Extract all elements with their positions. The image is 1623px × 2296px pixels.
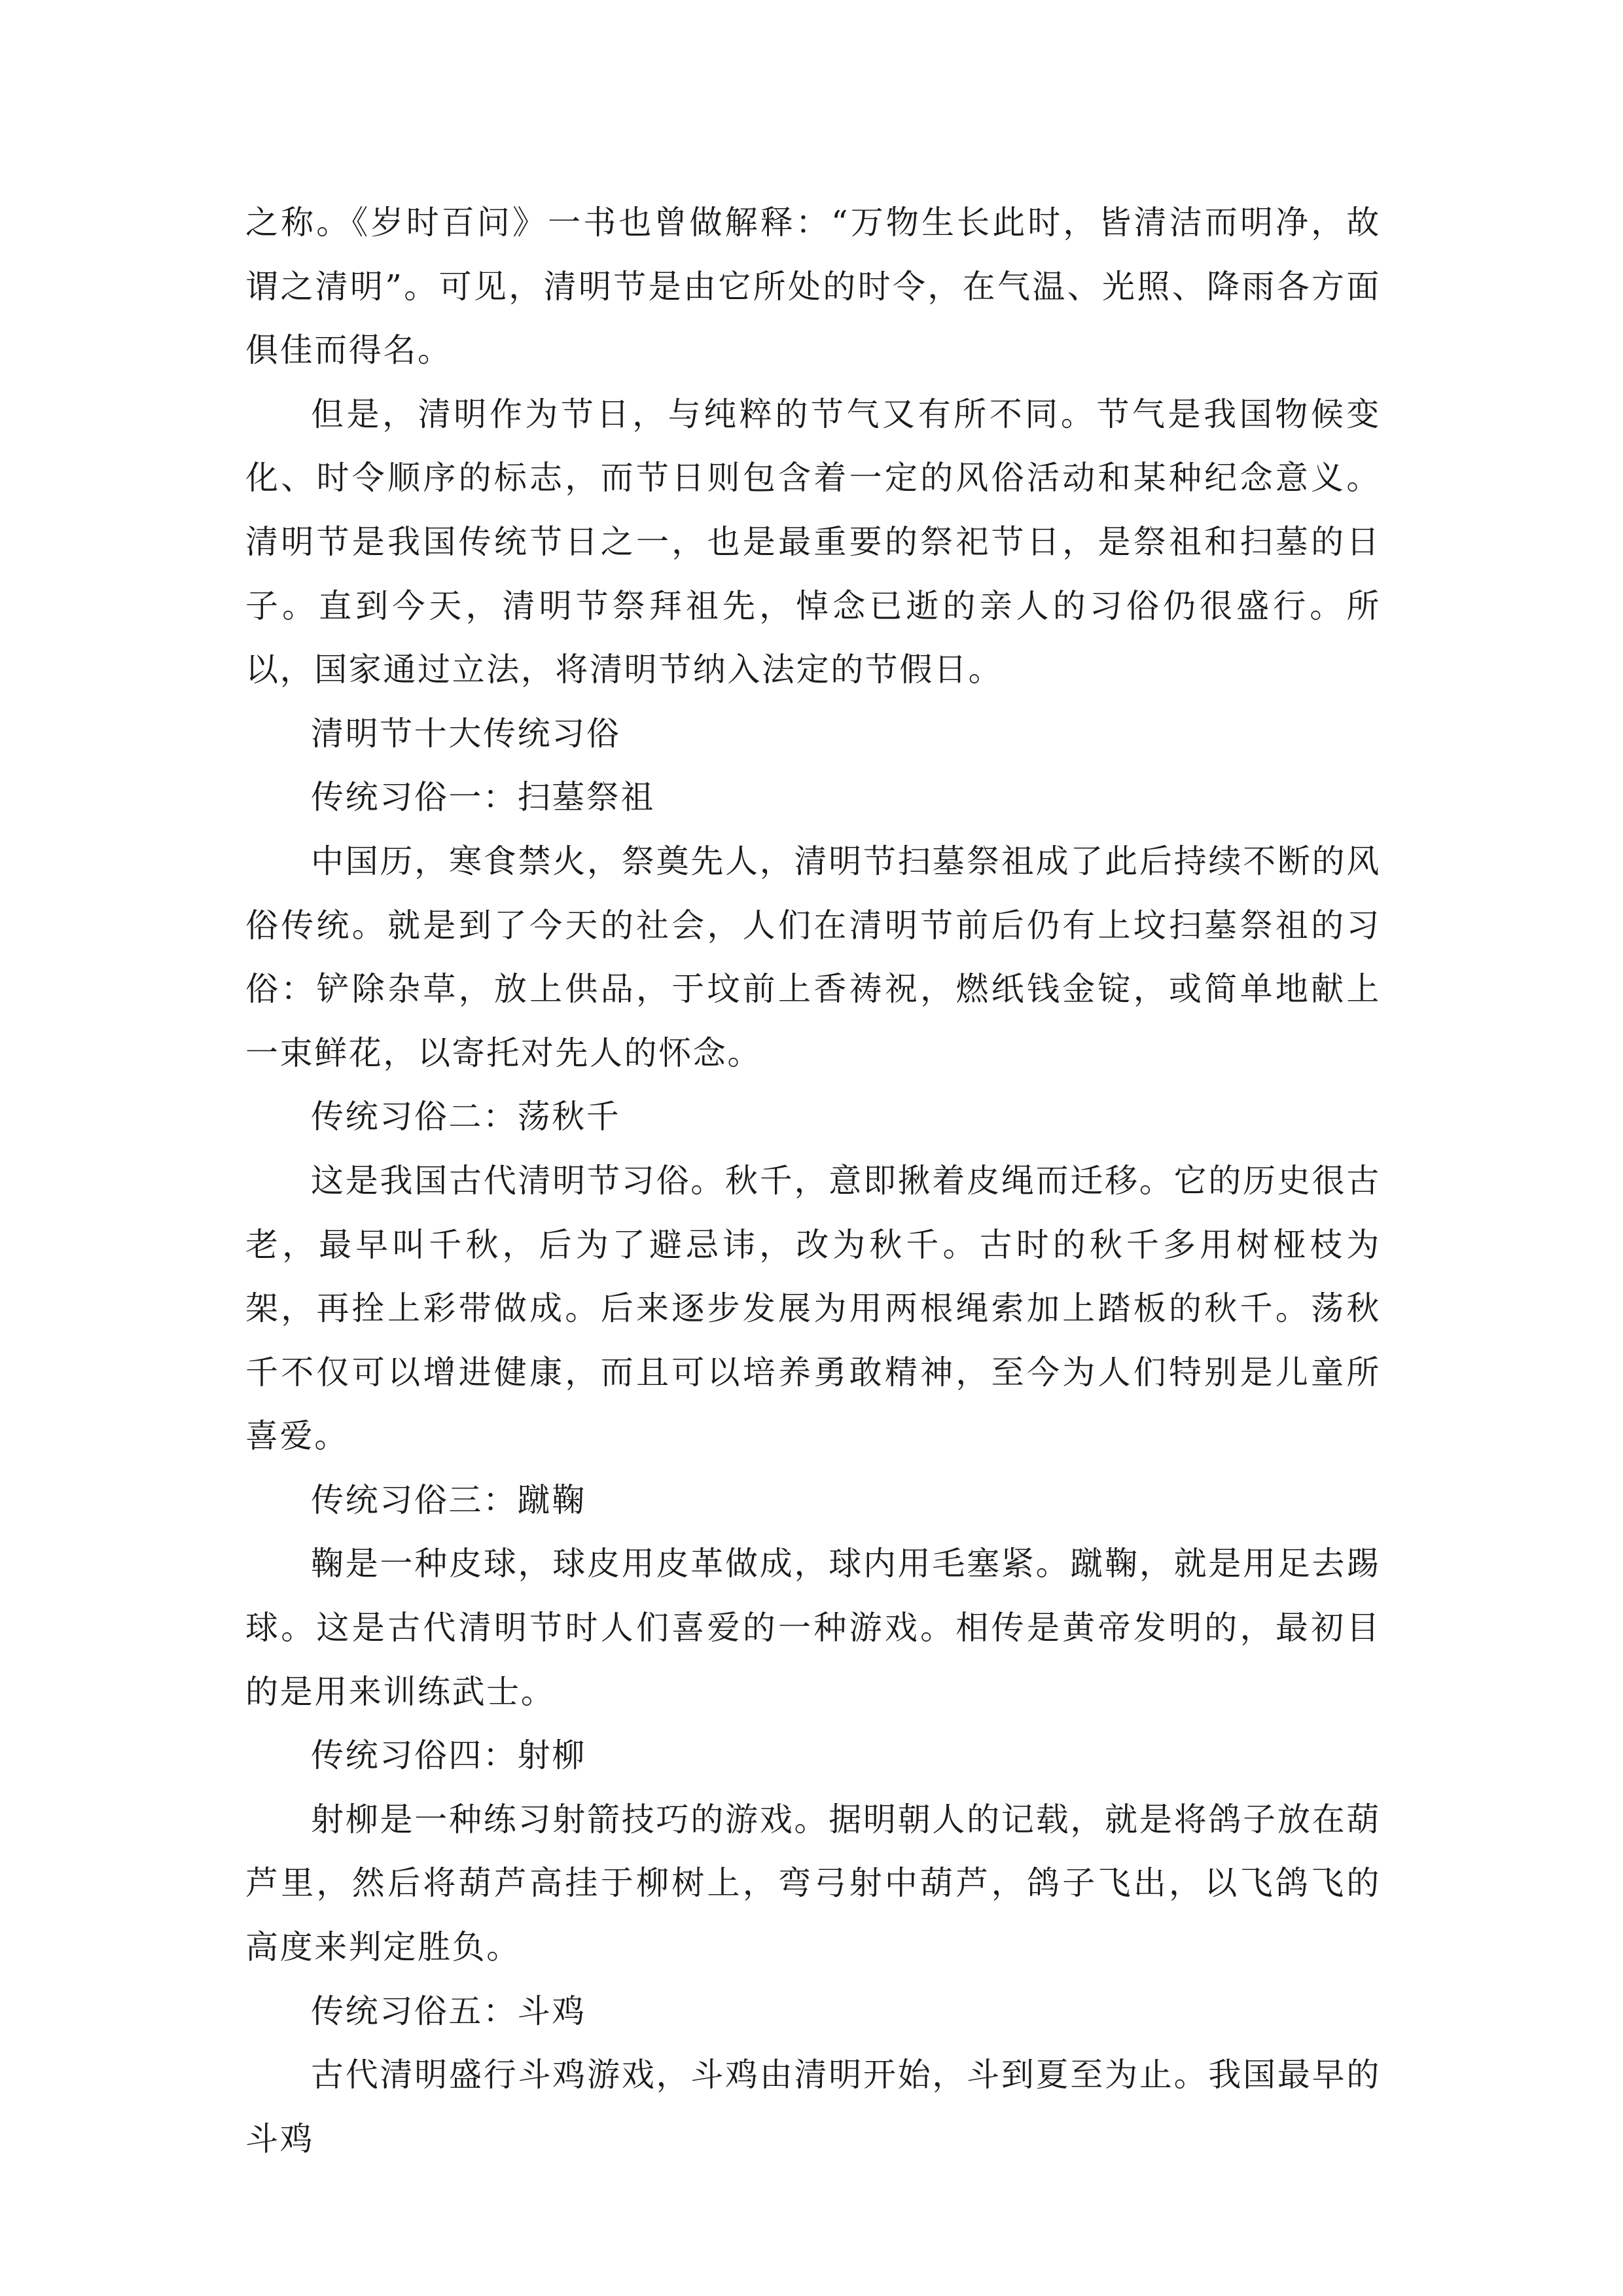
document-body <box>245 191 1381 2171</box>
custom-heading-1: 传统习俗一：扫墓祭祖 <box>311 778 655 817</box>
custom-paragraph-1: 中国历，寒食禁火，祭奠先人，清明节扫墓祭祖成了此后持续不断的风俗传统。就是到了今天的社会，人们在清明节前后仍有上坟扫墓祭祖的习俗：铲除杂草，放上供品，于坟前上香祷祝，燃纸钱金锭，或简单地献上一束鲜花，以寄托对先人的怀念。 <box>245 842 1381 1072</box>
paragraph-qingming-name-origin: 之称。《岁时百问》一书也曾做解释：“万物生长此时，皆清洁而明净，故谓之清明”。可见，清明节是由它所处的时令，在气温、光照、降雨各方面俱佳而得名。 <box>245 204 1381 370</box>
section-heading-ten-customs: 清明节十大传统习俗 <box>311 714 621 753</box>
custom-heading-2: 传统习俗二：荡秋千 <box>311 1098 621 1136</box>
custom-heading-4: 传统习俗四：射柳 <box>311 1736 586 1775</box>
custom-paragraph-4: 射柳是一种练习射箭技巧的游戏。据明朝人的记载，就是将鸽子放在葫芦里，然后将葫芦高挂于柳树上，弯弓射中葫芦，鸽子飞出，以飞鸽飞的高度来判定胜负。 <box>245 1800 1381 1967</box>
custom-paragraph-3: 鞠是一种皮球，球皮用皮革做成，球内用毛塞紧。蹴鞠，就是用足去踢球。这是古代清明节时人们喜爱的一种游戏。相传是黄帝发明的，最初目的是用来训练武士。 <box>245 1545 1381 1711</box>
paragraph-festival-vs-solar-term: 但是，清明作为节日，与纯粹的节气又有所不同。节气是我国物候变化、时令顺序的标志，而节日则包含着一定的风俗活动和某种纪念意义。清明节是我国传统节日之一，也是最重要的祭祀节日，是祭祖和扫墓的日子。直到今天，清明节祭拜祖先，悼念已逝的亲人的习俗仍很盛行。所以，国家通过立法，将清明节纳入法定的节假日。 <box>245 395 1381 689</box>
custom-heading-3: 传统习俗三：蹴鞠 <box>311 1480 586 1519</box>
custom-heading-5: 传统习俗五：斗鸡 <box>311 1992 586 2030</box>
custom-paragraph-2: 这是我国古代清明节习俗。秋千，意即揪着皮绳而迁移。它的历史很古老，最早叫千秋，后为了避忌讳，改为秋千。古时的秋千多用树桠枝为架，再拴上彩带做成。后来逐步发展为用两根绳索加上踏板的秋千。荡秋千不仅可以增进健康，而且可以培养勇敢精神，至今为人们特别是儿童所喜爱。 <box>245 1161 1381 1456</box>
custom-paragraph-5: 古代清明盛行斗鸡游戏，斗鸡由清明开始，斗到夏至为止。我国最早的斗鸡 <box>245 2056 1381 2158</box>
